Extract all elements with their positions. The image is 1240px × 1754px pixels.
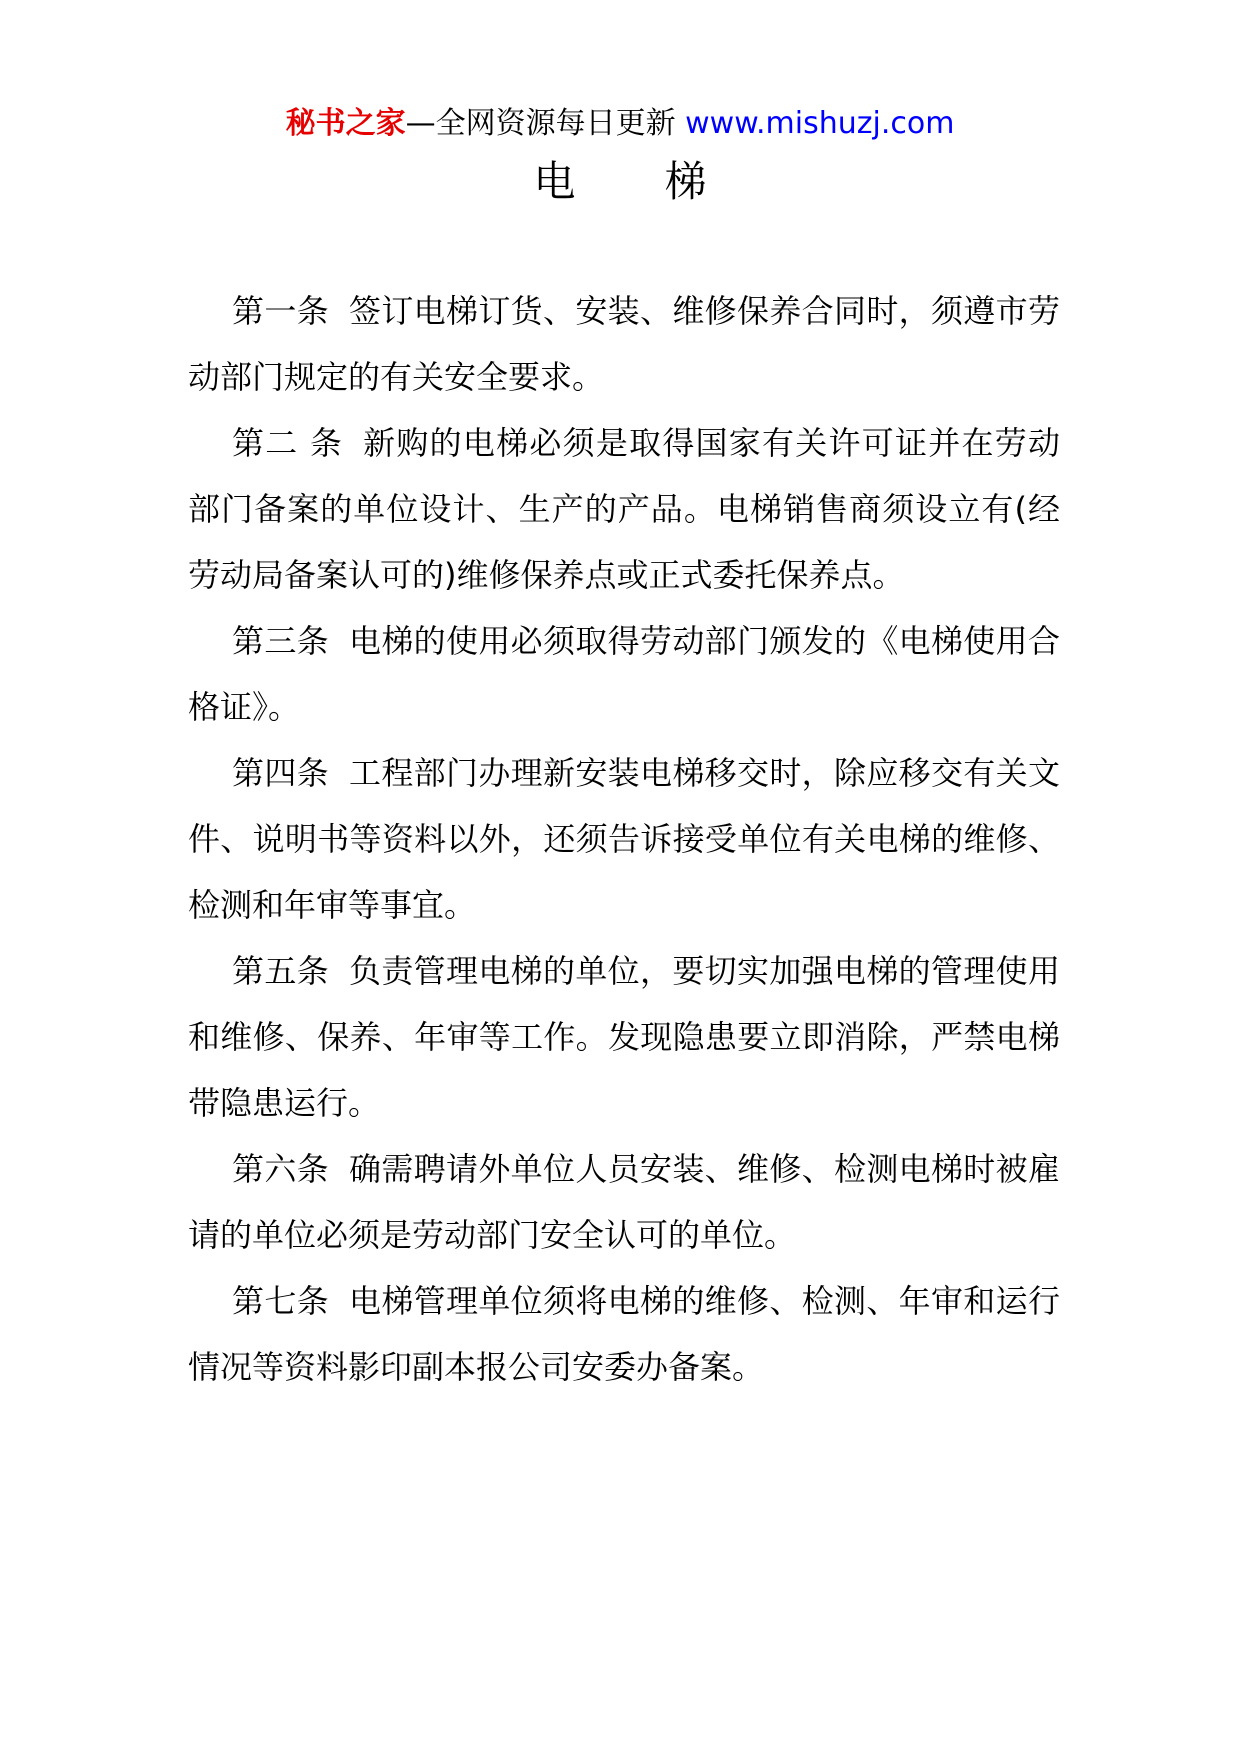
article-text: 工程部门办理新安装电梯移交时，除应移交有关文件、说明书等资料以外，还须告诉接受单位有关电梯的维修、检测和年审等事宜。	[188, 754, 1060, 924]
article-3	[188, 608, 1060, 740]
article-6	[188, 1136, 1060, 1268]
article-label: 第四条	[232, 754, 329, 792]
article-7	[188, 1268, 1060, 1400]
article-label: 第一条	[232, 292, 329, 330]
article-text: 确需聘请外单位人员安装、维修、检测电梯时被雇请的单位必须是劳动部门安全认可的单位。	[188, 1150, 1060, 1254]
article-label: 第五条	[232, 952, 329, 990]
article-5	[188, 938, 1060, 1136]
article-text: 电梯管理单位须将电梯的维修、检测、年审和运行情况等资料影印副本报公司安委办备案。	[188, 1282, 1060, 1386]
header-slogan: —全网资源每日更新	[405, 106, 676, 141]
article-text: 负责管理电梯的单位，要切实加强电梯的管理使用和维修、保养、年审等工作。发现隐患要立即消除，严禁电梯带隐患运行。	[188, 952, 1060, 1122]
brand-name: 秘书之家	[285, 106, 406, 141]
article-label: 第六条	[232, 1150, 329, 1188]
document-body	[188, 278, 1060, 1400]
article-4	[188, 740, 1060, 938]
article-text: 签订电梯订货、安装、维修保养合同时，须遵市劳动部门规定的有关安全要求。	[188, 292, 1060, 396]
site-header	[0, 100, 1240, 148]
article-label: 第七条	[232, 1282, 329, 1320]
site-url-link[interactable]: www.mishuzj.com	[685, 106, 955, 141]
article-label: 第二 条	[232, 424, 344, 462]
article-label: 第三条	[232, 622, 329, 660]
document-title: 电 梯	[533, 157, 745, 206]
article-text: 新购的电梯必须是取得国家有关许可证并在劳动部门备案的单位设计、生产的产品。电梯销售商须设立有(经劳动局备案认可的)维修保养点或正式委托保养点。	[188, 424, 1060, 594]
article-2	[188, 410, 1060, 608]
article-1	[188, 278, 1060, 410]
article-text: 电梯的使用必须取得劳动部门颁发的《电梯使用合格证》。	[188, 622, 1060, 726]
